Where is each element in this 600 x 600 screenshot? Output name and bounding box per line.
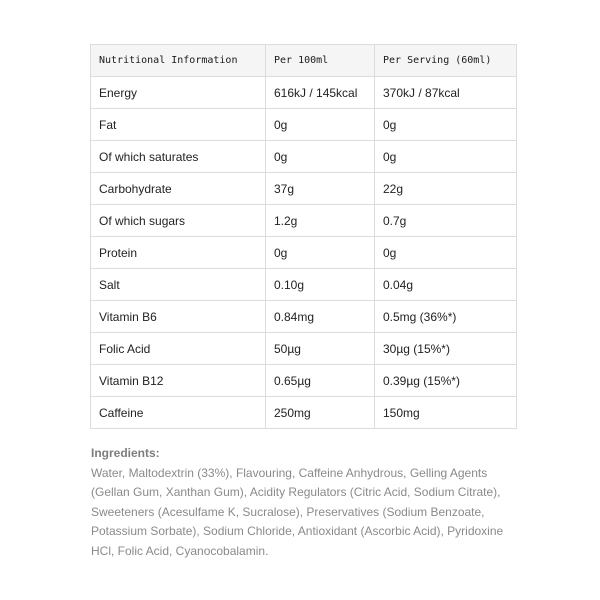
row-label: Of which saturates (91, 141, 266, 173)
table-row (91, 333, 517, 365)
row-per-serving: 0g (375, 237, 517, 269)
table-row (91, 173, 517, 205)
ingredients-section (91, 444, 506, 561)
row-label: Folic Acid (91, 333, 266, 365)
row-per-100ml: 0.84mg (266, 301, 375, 333)
table-row (91, 141, 517, 173)
row-per-100ml: 0g (266, 141, 375, 173)
row-per-serving: 0g (375, 109, 517, 141)
row-per-100ml: 50µg (266, 333, 375, 365)
row-label: Of which sugars (91, 205, 266, 237)
row-per-100ml: 37g (266, 173, 375, 205)
row-per-100ml: 616kJ / 145kcal (266, 77, 375, 109)
header-nutritional-information: Nutritional Information (91, 45, 266, 77)
header-per-100ml: Per 100ml (266, 45, 375, 77)
table-row (91, 77, 517, 109)
header-per-serving: Per Serving (60ml) (375, 45, 517, 77)
row-per-serving: 30µg (15%*) (375, 333, 517, 365)
table-row (91, 365, 517, 397)
table-header-row (91, 45, 517, 77)
ingredients-heading: Ingredients: (91, 446, 160, 460)
table-row (91, 109, 517, 141)
row-per-100ml: 1.2g (266, 205, 375, 237)
row-per-serving: 0.7g (375, 205, 517, 237)
row-per-serving: 0.39µg (15%*) (375, 365, 517, 397)
row-per-100ml: 250mg (266, 397, 375, 429)
row-per-serving: 150mg (375, 397, 517, 429)
row-label: Salt (91, 269, 266, 301)
row-label: Carbohydrate (91, 173, 266, 205)
row-label: Fat (91, 109, 266, 141)
row-per-serving: 0.5mg (36%*) (375, 301, 517, 333)
table-row (91, 269, 517, 301)
row-per-serving: 0.04g (375, 269, 517, 301)
row-label: Protein (91, 237, 266, 269)
table-row (91, 205, 517, 237)
nutrition-table (90, 44, 517, 429)
row-per-serving: 0g (375, 141, 517, 173)
row-per-100ml: 0.10g (266, 269, 375, 301)
row-label: Energy (91, 77, 266, 109)
row-per-serving: 22g (375, 173, 517, 205)
row-per-100ml: 0.65µg (266, 365, 375, 397)
row-label: Caffeine (91, 397, 266, 429)
table-row (91, 237, 517, 269)
row-label: Vitamin B12 (91, 365, 266, 397)
row-per-100ml: 0g (266, 109, 375, 141)
row-label: Vitamin B6 (91, 301, 266, 333)
row-per-serving: 370kJ / 87kcal (375, 77, 517, 109)
row-per-100ml: 0g (266, 237, 375, 269)
table-row (91, 301, 517, 333)
table-row (91, 397, 517, 429)
ingredients-text: Water, Maltodextrin (33%), Flavouring, Caffeine Anhydrous, Gelling Agents (Gellan Gum, Xanthan Gum), Acidity Regulators (Citric Acid, Sodium Citrate), Sweeteners (Acesulfame K, Sucralose), Preservatives (Sodium Benzoate, Potassium Sorbate), Sodium Chloride, Antioxidant (Ascorbic Acid), Pyridoxine HCl, Folic Acid, Cyanocobalamin. (91, 465, 504, 558)
